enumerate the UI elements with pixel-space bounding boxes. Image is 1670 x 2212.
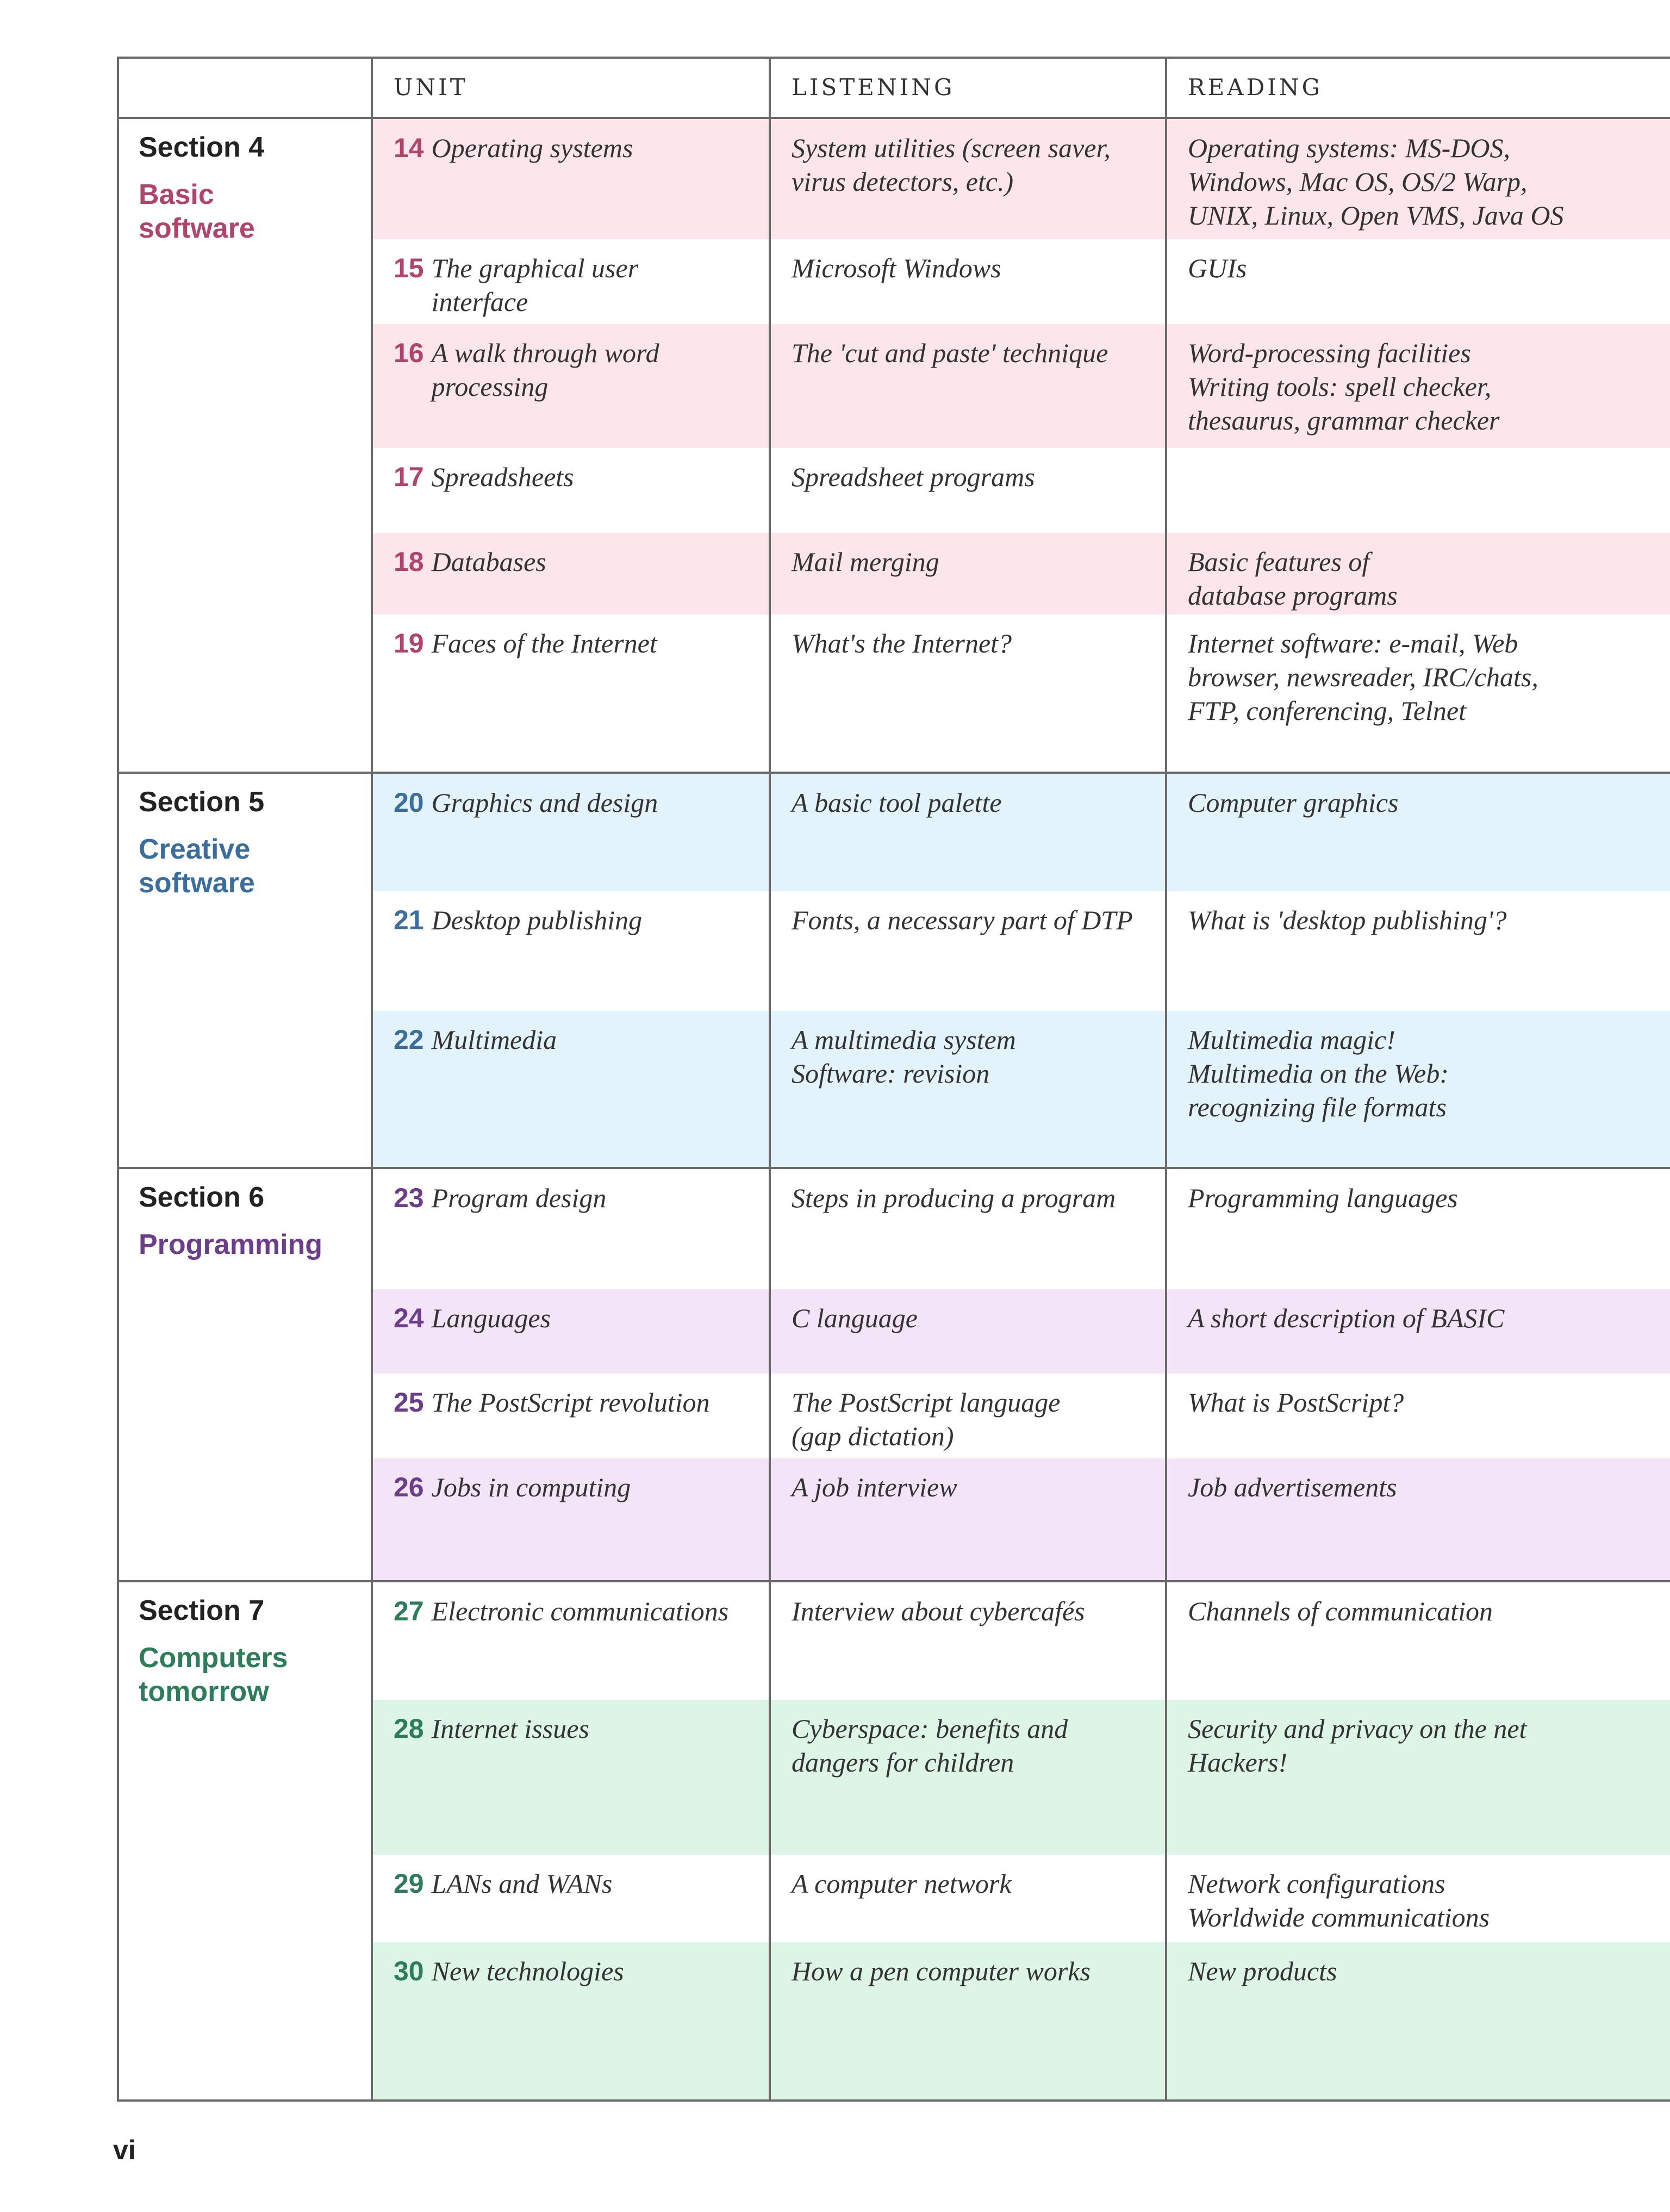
unit-row — [373, 1582, 1670, 1700]
reading-cell: Job advertisements — [1188, 1472, 1397, 1502]
reading-cell: What is 'desktop publishing'? — [1188, 905, 1507, 935]
reading-cell: Programming languages — [1188, 1183, 1458, 1213]
unit-row — [373, 1011, 1670, 1167]
unit-number: 23 — [394, 1183, 424, 1213]
page-number: vi — [113, 2135, 136, 2165]
unit-row — [373, 119, 1670, 239]
unit-cell — [373, 119, 771, 239]
table-body — [119, 119, 1670, 2102]
unit-title: Spreadsheets — [431, 462, 574, 492]
unit-cell — [373, 891, 771, 1011]
section-number: Section 5 — [139, 786, 265, 818]
unit-title: Electronic communications — [431, 1596, 729, 1626]
section-block — [119, 1169, 1670, 1582]
section-title: Computers tomorrow — [139, 1642, 288, 1707]
unit-cell — [373, 448, 771, 533]
reading-cell: Network configurations Worldwide communications — [1188, 1868, 1490, 1933]
unit-rows — [373, 1169, 1670, 1580]
unit-row — [373, 891, 1670, 1011]
header-blank — [119, 59, 373, 119]
header-unit: UNIT — [373, 59, 771, 119]
unit-number: 15 — [394, 253, 424, 283]
unit-number: 21 — [394, 905, 424, 935]
unit-cell — [373, 1582, 771, 1700]
unit-number: 25 — [394, 1387, 424, 1418]
unit-cell — [373, 1700, 771, 1855]
unit-rows — [373, 119, 1670, 772]
reading-cell: Channels of communication — [1188, 1596, 1493, 1626]
unit-title: Databases — [431, 546, 546, 577]
unit-title: Desktop publishing — [431, 905, 643, 935]
unit-cell — [373, 1855, 771, 1942]
unit-row — [373, 448, 1670, 533]
listening-cell: The PostScript language (gap dictation) — [771, 1374, 1167, 1458]
reading-cell: A short description of BASIC — [1188, 1303, 1505, 1333]
unit-title: Internet issues — [431, 1713, 589, 1744]
unit-number: 29 — [394, 1868, 424, 1899]
section-title: Basic software — [139, 179, 255, 244]
listening-cell: The 'cut and paste' technique — [771, 324, 1167, 448]
unit-title: The PostScript revolution — [431, 1387, 710, 1418]
unit-number: 24 — [394, 1303, 424, 1333]
reading-cell: Security and privacy on the net Hackers! — [1188, 1713, 1527, 1778]
unit-number: 19 — [394, 628, 424, 658]
section-number: Section 7 — [139, 1595, 265, 1626]
unit-cell — [373, 1289, 771, 1374]
unit-number: 14 — [394, 133, 424, 163]
unit-row — [373, 533, 1670, 614]
reading-cell: Word-processing facilities Writing tools: spell checker, thesaurus, grammar checker — [1188, 338, 1500, 436]
unit-cell — [373, 1011, 771, 1167]
unit-number: 28 — [394, 1713, 424, 1744]
unit-cell — [373, 1374, 771, 1458]
unit-number: 18 — [394, 546, 424, 577]
reading-cell: GUIs — [1188, 253, 1247, 283]
listening-cell: C language — [771, 1289, 1167, 1374]
listening-cell: Steps in producing a program — [771, 1169, 1167, 1289]
listening-cell: A computer network — [771, 1855, 1167, 1942]
unit-title: A walk through word processing — [431, 338, 659, 402]
section-label — [119, 1582, 373, 2099]
unit-row — [373, 1458, 1670, 1580]
unit-number: 30 — [394, 1956, 424, 1986]
unit-cell — [373, 324, 771, 448]
section-block — [119, 774, 1670, 1169]
section-label — [119, 1169, 373, 1580]
unit-cell — [373, 239, 771, 324]
unit-number: 27 — [394, 1596, 424, 1626]
reading-cell: Multimedia magic! Multimedia on the Web: recognizing file formats — [1188, 1024, 1449, 1122]
unit-cell — [373, 1458, 771, 1580]
unit-title: New technologies — [431, 1956, 624, 1986]
unit-title: Program design — [431, 1183, 607, 1213]
reading-cell: New products — [1188, 1956, 1337, 1986]
unit-rows — [373, 774, 1670, 1167]
table-header — [119, 59, 1670, 119]
listening-cell: Microsoft Windows — [771, 239, 1167, 324]
section-title: Programming — [139, 1229, 323, 1260]
unit-row — [373, 1942, 1670, 2099]
unit-number: 26 — [394, 1472, 424, 1502]
unit-row — [373, 1700, 1670, 1855]
unit-title: Languages — [431, 1303, 551, 1333]
unit-title: Faces of the Internet — [431, 628, 657, 658]
unit-title: Jobs in computing — [431, 1472, 631, 1502]
unit-title: Operating systems — [431, 133, 633, 163]
unit-cell — [373, 774, 771, 891]
listening-cell: System utilities (screen saver, virus detectors, etc.) — [771, 119, 1167, 239]
listening-cell: Cyberspace: benefits and dangers for children — [771, 1700, 1167, 1855]
unit-cell — [373, 533, 771, 614]
listening-cell: A job interview — [771, 1458, 1167, 1580]
unit-row — [373, 1169, 1670, 1289]
unit-number: 20 — [394, 787, 424, 818]
unit-row — [373, 774, 1670, 891]
listening-cell: How a pen computer works — [771, 1942, 1167, 2099]
listening-cell: A basic tool palette — [771, 774, 1167, 891]
unit-row — [373, 239, 1670, 324]
listening-cell: What's the Internet? — [771, 614, 1167, 772]
reading-cell: What is PostScript? — [1188, 1387, 1404, 1418]
listening-cell: A multimedia system Software: revision — [771, 1011, 1167, 1167]
section-block — [119, 1582, 1670, 2102]
reading-cell — [1167, 448, 1670, 533]
unit-number: 22 — [394, 1024, 424, 1055]
section-label — [119, 119, 373, 772]
reading-cell: Operating systems: MS-DOS, Windows, Mac OS, OS/2 Warp, UNIX, Linux, Open VMS, Java OS — [1188, 133, 1564, 231]
header-reading: READING — [1167, 59, 1670, 119]
reading-cell: Basic features of database programs — [1188, 546, 1398, 611]
section-label — [119, 774, 373, 1167]
section-number: Section 6 — [139, 1182, 265, 1213]
unit-number: 17 — [394, 462, 424, 492]
unit-title: The graphical user interface — [431, 253, 639, 317]
unit-rows — [373, 1582, 1670, 2099]
unit-title: LANs and WANs — [431, 1868, 613, 1899]
unit-row — [373, 1374, 1670, 1458]
unit-row — [373, 1289, 1670, 1374]
unit-cell — [373, 1169, 771, 1289]
unit-row — [373, 614, 1670, 772]
unit-title: Multimedia — [431, 1024, 557, 1055]
unit-row — [373, 324, 1670, 448]
reading-cell: Computer graphics — [1188, 787, 1399, 818]
unit-row — [373, 1855, 1670, 1942]
section-block — [119, 119, 1670, 774]
header-listening: LISTENING — [771, 59, 1167, 119]
section-number: Section 4 — [139, 132, 265, 163]
unit-title: Graphics and design — [431, 787, 658, 818]
unit-number: 16 — [394, 338, 424, 368]
section-title: Creative software — [139, 834, 255, 899]
contents-table — [117, 57, 1670, 2102]
listening-cell: Mail merging — [771, 533, 1167, 614]
unit-cell — [373, 1942, 771, 2099]
unit-cell — [373, 614, 771, 772]
listening-cell: Fonts, a necessary part of DTP — [771, 891, 1167, 1011]
listening-cell: Interview about cybercafés — [771, 1582, 1167, 1700]
listening-cell: Spreadsheet programs — [771, 448, 1167, 533]
reading-cell: Internet software: e-mail, Web browser, newsreader, IRC/chats, FTP, conferencing, Telnet — [1188, 628, 1538, 726]
